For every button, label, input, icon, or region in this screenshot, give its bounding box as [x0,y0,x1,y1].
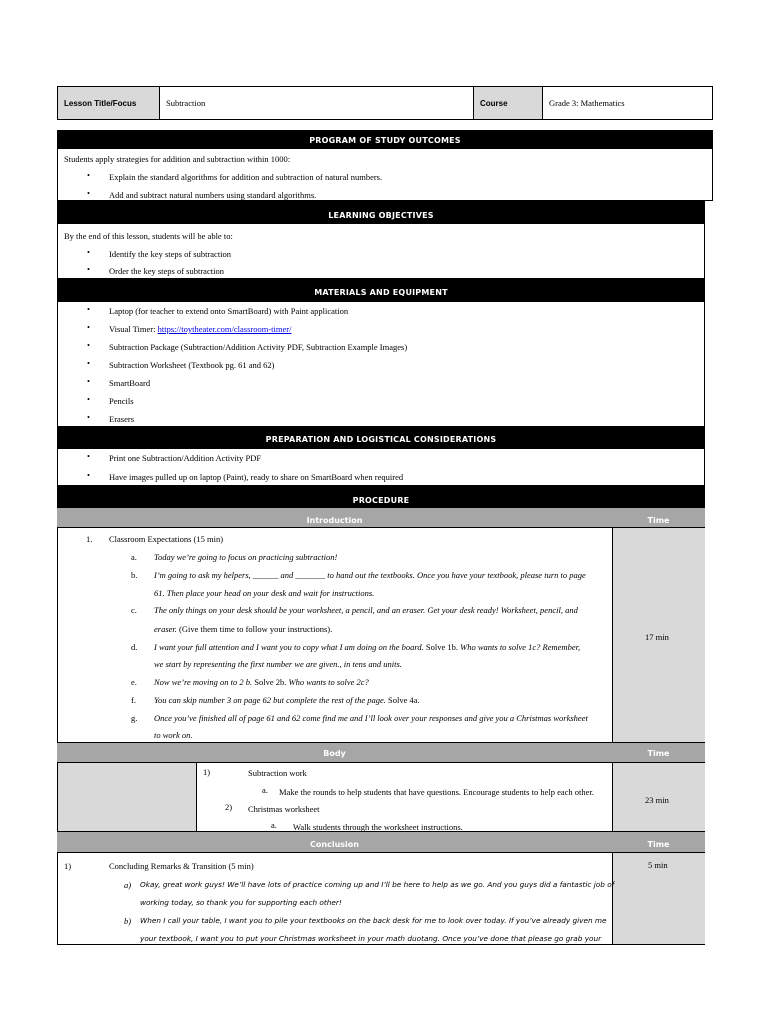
outcomes-heading: PROGRAM OF STUDY OUTCOMES [57,130,713,148]
conclusion-letter: b) [124,916,132,926]
bullet-icon: • [87,412,90,422]
step-c-italic: eraser. [154,624,177,634]
materials-item-package: Subtraction Package (Subtraction/Addition Activity PDF, Subtraction Example Images) [109,342,408,352]
body-item-1: Subtraction work [248,768,307,778]
step-e [154,677,369,687]
introduction-heading: Introduction [57,508,612,527]
bullet-icon: • [87,304,90,314]
bullet-icon: • [87,470,90,480]
body-number-2: 2) [225,802,233,812]
body-heading: Body [57,743,612,762]
step-b-line1: I’m going to ask my helpers, ______ and _______ to hand out the textbooks. Once you have your textbook, please turn to page [154,570,586,580]
bullet-icon: • [87,340,90,350]
materials-item-erasers: Erasers [109,414,135,424]
body-item-2a: Walk students through the worksheet instructions. [293,822,463,832]
step-a: Today we’re going to focus on practicing subtraction! [154,552,338,562]
intro-number: 1. [86,534,93,544]
objectives-intro: By the end of this lesson, students will be able to: [64,231,233,241]
intro-title: Classroom Expectations (15 min) [109,534,224,544]
lesson-header-table [57,86,713,120]
body-item-2: Christmas worksheet [248,804,320,814]
bullet-icon: • [87,322,90,332]
bullet-icon: • [87,394,90,404]
objectives-heading: LEARNING OBJECTIVES [57,201,705,223]
step-letter: c. [131,605,137,615]
step-letter: e. [131,677,137,687]
materials-item-pencils: Pencils [109,396,134,406]
materials-item-laptop: Laptop (for teacher to extend onto SmartBoard) with Paint application [109,306,349,316]
conclusion-title: Concluding Remarks & Transition (5 min) [109,861,254,871]
bullet-icon: • [87,188,90,198]
step-letter: d. [131,642,138,652]
materials-item-worksheet: Subtraction Worksheet (Textbook pg. 61 and 62) [109,360,275,370]
step-d-line1 [154,642,580,652]
step-letter: g. [131,713,138,723]
materials-item-timer [109,324,291,334]
introduction-time-heading: Time [612,508,705,527]
conclusion-number: 1) [64,861,72,871]
step-f [154,695,420,705]
timer-link[interactable]: https://toytheater.com/classroom-timer/ [157,324,292,334]
lesson-title-value: Subtraction [160,87,474,119]
conclusion-a-line2: working today, so thank you for supporting each other! [140,898,342,907]
step-d-line2: we start by representing the first number we are given., in tens and units. [154,659,402,669]
timer-label: Visual Timer: [109,324,158,334]
step-d-italic: I want your full attention and I want you to copy what I am doing on the board. [154,642,424,652]
materials-heading: MATERIALS AND EQUIPMENT [57,279,705,301]
step-e-italic2: Who wants to solve 2c? [288,677,369,687]
step-f-italic: You can skip number 3 on page 62 but complete the rest of the page. [154,695,386,705]
materials-item-smartboard: SmartBoard [109,378,151,388]
bullet-icon: • [87,247,90,257]
step-f-solve: Solve 4a. [385,695,420,705]
conclusion-b-line2: your textbook, I want you to put your Christmas worksheet in your math duotang. Once you’ve done that please go grab your [140,934,602,943]
bullet-icon: • [87,358,90,368]
step-e-italic: Now we’re moving on to 2 b. [154,677,253,687]
procedure-heading: PROCEDURE [57,486,705,508]
step-letter: a. [131,552,137,562]
body-letter: a. [262,785,268,795]
bullet-icon: • [87,451,90,461]
conclusion-letter: a) [124,880,132,890]
body-letter: a. [271,820,277,830]
bullet-icon: • [87,264,90,274]
conclusion-b-line1: When I call your table, I want you to pile your textbooks on the back desk for me to look over today. If you’ve already given me [140,916,607,925]
body-time: 23 min [645,795,669,805]
body-time-heading: Time [612,743,705,762]
outcomes-item: Add and subtract natural numbers using standard algorithms. [109,190,317,200]
step-g-line1: Once you’ve finished all of page 61 and 62 come find me and I’ll look over your responses and give you a Christmas worksheet [154,713,588,723]
preparation-heading: PREPARATION AND LOGISTICAL CONSIDERATIONS [57,426,705,448]
bullet-icon: • [87,170,90,180]
bullet-icon: • [87,376,90,386]
introduction-time: 17 min [645,632,669,642]
step-b-line2: 61. Then place your head on your desk and wait for instructions. [154,588,375,598]
conclusion-a-line1: Okay, great work guys! We’ll have lots of practice coming up and I’ll be here to help as we go. And you guys did a fantastic job of [140,880,615,889]
objectives-item: Order the key steps of subtraction [109,266,224,276]
step-d-solve: Solve 1b. [423,642,461,652]
objectives-item: Identify the key steps of subtraction [109,249,232,259]
step-g-line2: to work on. [154,730,193,740]
lesson-title-label: Lesson Title/Focus [58,87,160,119]
course-label: Course [474,87,543,119]
step-letter: b. [131,570,138,580]
body-number-1: 1) [203,767,211,777]
body-item-1a: Make the rounds to help students that have questions. Encourage students to help each other. [279,787,594,797]
conclusion-time-heading: Time [612,832,705,852]
preparation-item: Have images pulled up on laptop (Paint), ready to share on SmartBoard when required [109,472,404,482]
step-letter: f. [131,695,136,705]
outcomes-item: Explain the standard algorithms for addition and subtraction of natural numbers. [109,172,383,182]
body-left-cell [58,763,197,831]
step-c-note: (Give them time to follow your instructions). [176,624,333,634]
outcomes-intro: Students apply strategies for addition and subtraction within 1000: [64,154,291,164]
conclusion-time: 5 min [648,860,668,870]
preparation-item: Print one Subtraction/Addition Activity PDF [109,453,262,463]
conclusion-heading: Conclusion [57,832,612,852]
step-c-line1: The only things on your desk should be your worksheet, a pencil, and an eraser. Get your desk ready! Worksheet, pencil, and [154,605,578,615]
step-d-italic2: Who wants to solve 1c? Remember, [460,642,581,652]
course-value: Grade 3: Mathematics [549,98,625,108]
step-e-solve: Solve 2b. [252,677,289,687]
step-c-line2 [154,624,332,634]
